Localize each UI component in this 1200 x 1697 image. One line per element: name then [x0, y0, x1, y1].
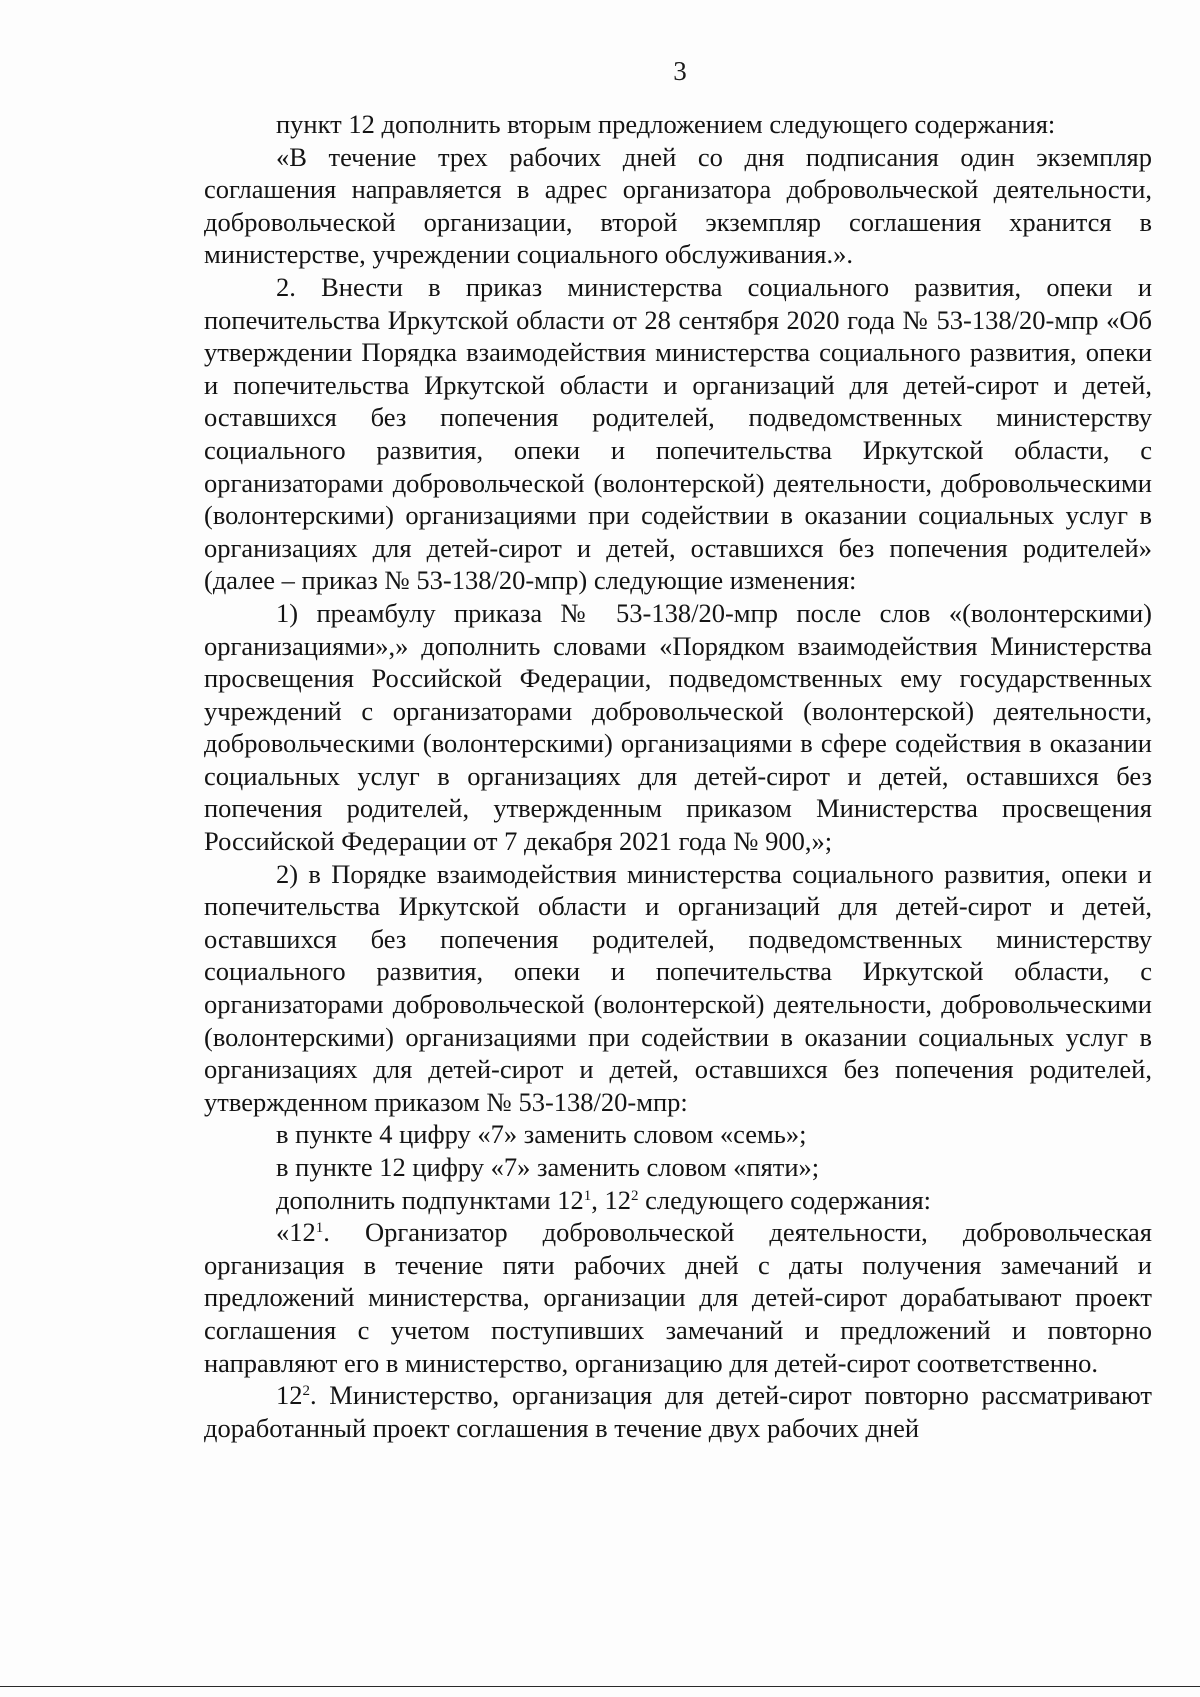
subpoint-2-text: . Министерство, организация для детей-сирот повторно рассматривают доработанный проект соглашения в течение двух рабочих дней: [204, 1380, 1152, 1443]
add-subpoints-text-after: следующего содержания:: [638, 1184, 932, 1215]
paragraph-point-12-intro: пункт 12 дополнить вторым предложением следующего содержания:: [276, 109, 1056, 139]
paragraph-subpoint-12-1: [204, 1216, 1152, 1379]
add-subpoints-text-mid: , 12: [591, 1184, 631, 1215]
paragraph-point-4-change: в пункте 4 цифру «7» заменить словом «семь»;: [276, 1119, 807, 1150]
paragraph-subpoint-12-2: [204, 1379, 1152, 1444]
paragraph-quoted-sentence: «В течение трех рабочих дней со дня подписания один экземпляр соглашения направляется в адрес организатора добровольческой деятельности, добровольческой организации, второй экземпляр соглашения хранится в министерстве, учреждении социального обслуживания.».: [204, 141, 1152, 270]
subpoint-1-superscript: 1: [315, 1220, 324, 1237]
subpoint-1-text: . Организатор добровольческой деятельности, добровольческая организация в течение пяти рабочих дней с даты получения замечаний и предложений министерства, организации для детей-сирот дорабатывают проект соглашения с учетом поступивших замечаний и предложений и повторно направляют его в министерство, организацию для детей-сирот соответственно.: [204, 1217, 1152, 1378]
superscript-2: 2: [630, 1187, 639, 1204]
paragraph-add-subpoints: [204, 1184, 1152, 1217]
add-subpoints-text-before: дополнить подпунктами 12: [276, 1184, 584, 1215]
paragraph-point-12-change: в пункте 12 цифру «7» заменить словом «пяти»;: [276, 1152, 820, 1182]
subpoint-2-superscript: 2: [302, 1383, 310, 1400]
paragraph-subitem-1: 1) преамбулу приказа № 53-138/20-мпр после слов «(волонтерскими) организациями»,» дополнить словами «Порядком взаимодействия Министерства просвещения Российской Федерации, подведомственных ему государственных учреждений с организаторами добровольческой (волонтерской) деятельности, добровольческими (волонтерскими) организациями в сфере содействия в оказании социальных услуг в организациях для детей-сирот и детей, оставшихся без попечения родителей, утвержденным приказом Министерства просвещения Российской Федерации от 7 декабря 2021 года № 900,»;: [204, 597, 1152, 857]
paragraph-subitem-2: 2) в Порядке взаимодействия министерства социального развития, опеки и попечительства Иркутской области и организаций для детей-сирот и детей, оставшихся без попечения родителей, подведомственных министерству социального развития, опеки и попечительства Иркутской области, с организаторами добровольческой (волонтерской) деятельности, добровольческими (волонтерскими) организациями при содействии в оказании социальных услуг в организациях для детей-сирот и детей, оставшихся без попечения родителей, утвержденном приказом № 53-138/20-мпр:: [204, 858, 1152, 1117]
subpoint-1-number: «12: [276, 1217, 316, 1248]
document-body: [204, 108, 1152, 1444]
superscript-1: 1: [583, 1187, 592, 1204]
subpoint-2-number: 12: [276, 1380, 303, 1411]
page-number: 3: [673, 56, 687, 86]
bottom-scan-line: [0, 1686, 1200, 1687]
paragraph-item-2: 2. Внести в приказ министерства социального развития, опеки и попечительства Иркутской области от 28 сентября 2020 года № 53-138/20-мпр «Об утверждении Порядка взаимодействия министерства социального развития, опеки и попечительства Иркутской области и организаций для детей-сирот и детей, оставшихся без попечения родителей, подведомственных министерству социального развития, опеки и попечительства Иркутской области, с организаторами добровольческой (волонтерской) деятельности, добровольческими (волонтерскими) организациями при содействии в оказании социальных услуг в организациях для детей-сирот и детей, оставшихся без попечения родителей» (далее – приказ № 53-138/20-мпр) следующие изменения:: [204, 271, 1152, 596]
